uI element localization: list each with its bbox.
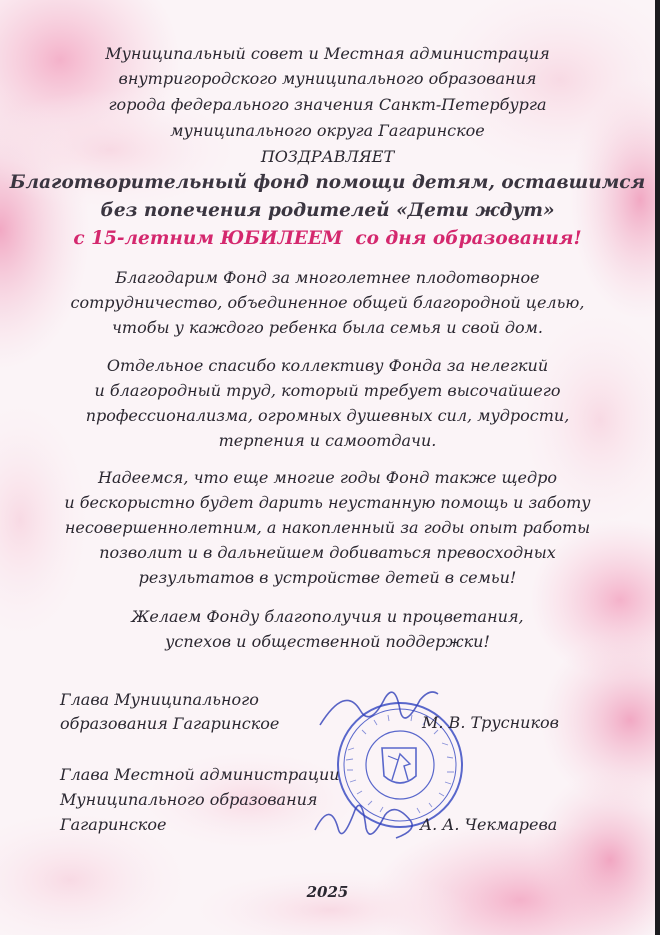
congratulates-heading: ПОЗДРАВЛЯЕТ bbox=[260, 147, 395, 166]
paragraph-line: сотрудничество, объединенное общей благородной целью, bbox=[70, 293, 585, 312]
paragraph-line: терпения и самоотдачи. bbox=[218, 431, 437, 450]
jubilee-line: с 15-летним ЮБИЛЕЕМ со дня образования! bbox=[73, 228, 582, 249]
signatory-title-line: Муниципального образования bbox=[60, 790, 318, 809]
wish-line: Желаем Фонду благополучия и процветания, bbox=[131, 607, 524, 626]
recipient-line: Благотворительный фонд помощи детям, оставшимся bbox=[9, 172, 646, 193]
header-line: Муниципальный совет и Местная администрация bbox=[105, 44, 550, 63]
signatory-name: М. В. Трусников bbox=[422, 713, 559, 732]
signatory-title-line: образования Гагаринское bbox=[60, 714, 280, 733]
recipient-line: без попечения родителей «Дети ждут» bbox=[100, 200, 555, 221]
year: 2025 bbox=[306, 883, 349, 901]
header-line: внутригородского муниципального образования bbox=[118, 69, 537, 88]
paragraph-line: и благородный труд, который требует высочайшего bbox=[94, 381, 561, 400]
paragraph-line: несовершеннолетним, а накопленный за годы опыт работы bbox=[64, 518, 591, 537]
paragraph-line: чтобы у каждого ребенка была семья и свой дом. bbox=[111, 318, 544, 337]
header-line: города федерального значения Санкт-Петербурга bbox=[108, 95, 547, 114]
paragraph-line: результатов в устройстве детей в семьи! bbox=[138, 568, 517, 587]
paragraph-line: профессионализма, огромных душевных сил, мудрости, bbox=[85, 406, 570, 425]
paragraph-line: Надеемся, что еще многие годы Фонд также щедро bbox=[98, 468, 557, 487]
paragraph-line: позволит и в дальнейшем добиваться превосходных bbox=[99, 543, 556, 562]
wish-line: успехов и общественной поддержки! bbox=[165, 632, 490, 651]
paragraph-line: Отдельное спасибо коллективу Фонда за нелегкий bbox=[106, 356, 549, 375]
signature-chekmareva bbox=[300, 790, 430, 850]
header-line: муниципального округа Гагаринское bbox=[170, 121, 485, 140]
paragraph-line: и бескорыстно будет дарить неустанную помощь и заботу bbox=[64, 493, 591, 512]
scan-edge bbox=[655, 0, 660, 935]
paragraph-line: Благодарим Фонд за многолетнее плодотворное bbox=[115, 268, 540, 287]
signatory-title-line: Глава Местной администрации bbox=[60, 765, 340, 784]
signatory-title-line: Гагаринское bbox=[60, 815, 167, 834]
signatory-name: А. А. Чекмарева bbox=[420, 815, 558, 834]
signatory-title-line: Глава Муниципального bbox=[60, 690, 259, 709]
